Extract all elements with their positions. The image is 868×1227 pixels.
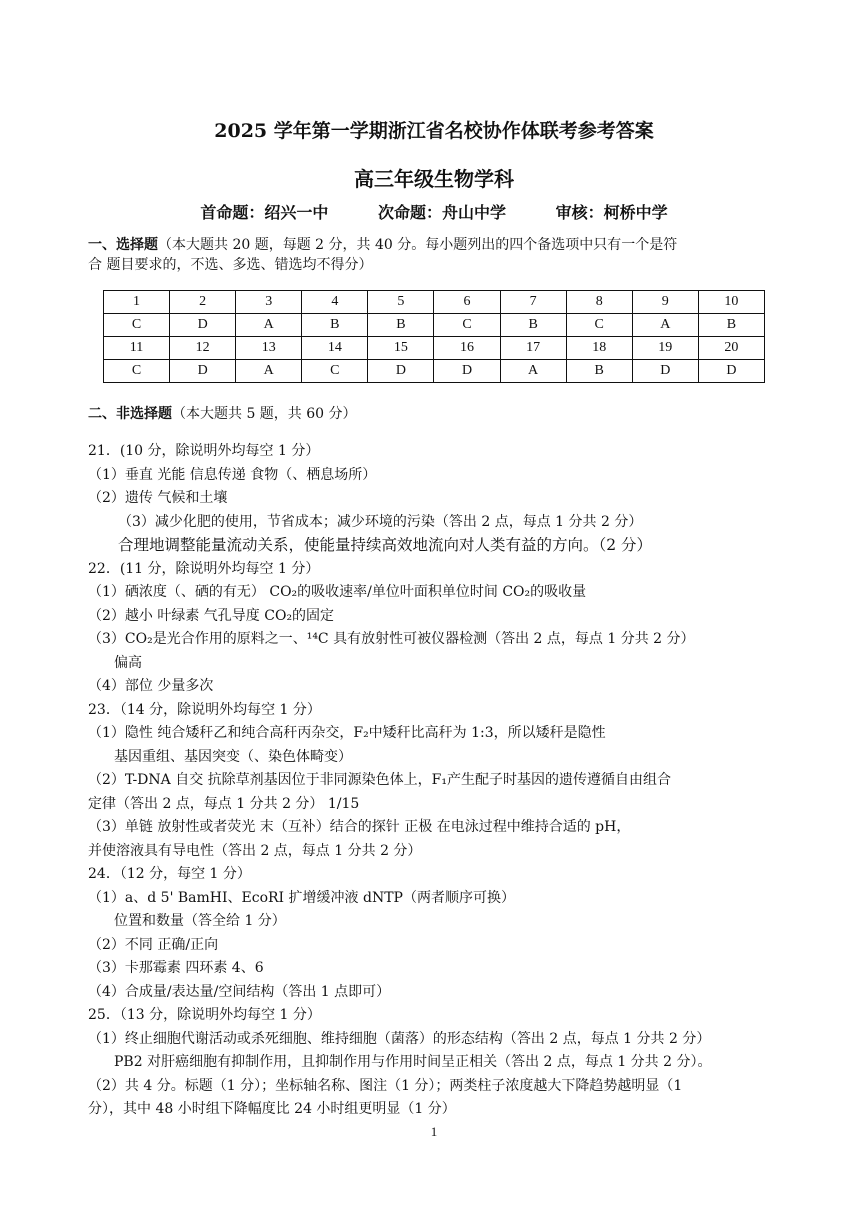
answer-table-cell: 12 <box>170 337 236 360</box>
answer-table-cell: 4 <box>302 291 368 314</box>
q24-header: 24．（12 分，每空 1 分） <box>88 866 251 882</box>
q22-part2: （2）越小 叶绿素 气孔导度 CO₂的固定 <box>88 607 335 624</box>
section-choice-heading <box>88 235 778 275</box>
answer-table-cell: A <box>236 360 302 383</box>
section-choice-desc2: 合 题目要求的，不选、多选、错选均不得分） <box>88 257 373 273</box>
q25-part1: （1）终止细胞代谢活动或杀死细胞、维持细胞（菌落）的形态结构（答出 2 点，每点 1 分共 2 分） <box>88 1030 711 1047</box>
answer-table-cell: 8 <box>566 291 632 314</box>
answer-table-cell: D <box>698 360 764 383</box>
answer-table-cell: 10 <box>698 291 764 314</box>
answer-table-cell: D <box>368 360 434 383</box>
answer-table-cell: 1 <box>104 291 170 314</box>
section-nonchoice-desc: （本大题共 5 题，共 60 分） <box>172 406 357 422</box>
answer-table <box>103 290 765 383</box>
q23-part2-cont: 定律（答出 2 点，每点 1 分共 2 分） 1/15 <box>88 795 360 812</box>
answer-table-cell: 14 <box>302 337 368 360</box>
answer-table-cell: 6 <box>434 291 500 314</box>
answer-table-cell: C <box>434 314 500 337</box>
answer-table-cell: A <box>632 314 698 337</box>
q23-part1-cont: 基因重组、基因突变（、染色体畸变） <box>114 748 352 765</box>
answer-table-cell: 7 <box>500 291 566 314</box>
q22-part3-cont: 偏高 <box>114 654 142 671</box>
q23-header: 23．（14 分，除说明外均每空 1 分） <box>88 701 321 718</box>
answer-table-cell: 19 <box>632 337 698 360</box>
q25-part2-cont: 分），其中 48 小时组下降幅度比 24 小时组更明显（1 分） <box>88 1101 456 1117</box>
answer-table-cell: 5 <box>368 291 434 314</box>
answer-table-cell: D <box>170 314 236 337</box>
answer-table-cell: 15 <box>368 337 434 360</box>
answer-table-cell: C <box>104 314 170 337</box>
answer-table-answer-row <box>104 314 765 337</box>
document-subtitle: 高三年级生物学科 <box>354 167 514 191</box>
author-second: 次命题：舟山中学 <box>377 203 506 222</box>
answer-table-cell: 11 <box>104 337 170 360</box>
answer-table-cell: 2 <box>170 291 236 314</box>
section-choice-title: 一、选择题 <box>88 237 158 253</box>
answer-table-cell: B <box>698 314 764 337</box>
q22-part1: （1）硒浓度（、硒的有无） CO₂的吸收速率/单位叶面积单位时间 CO₂的吸收量 <box>88 584 587 600</box>
q25-part1-cont: PB2 对肝癌细胞有抑制作用，且抑制作用与作用时间呈正相关（答出 2 点，每点 1 分共 2 分）。 <box>114 1054 712 1070</box>
author-first: 首命题：绍兴一中 <box>200 203 329 222</box>
q22-part3: （3）CO₂是光合作用的原料之一、¹⁴C 具有放射性可被仪器检测（答出 2 点，每点 1 分共 2 分） <box>88 631 695 647</box>
answer-table-cell: A <box>236 314 302 337</box>
answer-table-cell: 16 <box>434 337 500 360</box>
answer-table-cell: 13 <box>236 337 302 360</box>
q22-part4: （4）部位 少量多次 <box>88 678 214 694</box>
q23-part3-cont: 并使溶液具有导电性（答出 2 点，每点 1 分共 2 分） <box>88 842 422 859</box>
q21-part2: （2）遗传 气候和土壤 <box>88 490 228 506</box>
answer-table-cell: B <box>302 314 368 337</box>
section-nonchoice-title: 二、非选择题 <box>88 406 172 422</box>
answer-table-cell: B <box>566 360 632 383</box>
answer-table-number-row <box>104 337 765 360</box>
q21-part1: （1）垂直 光能 信息传递 食物（、栖息场所） <box>88 466 377 483</box>
section-choice-desc1: （本大题共 20 题，每题 2 分，共 40 分。每小题列出的四个备选项中只有一个是符 <box>158 237 678 253</box>
q24-part1-cont: 位置和数量（答全给 1 分） <box>114 913 286 929</box>
author-reviewer: 审核：柯桥中学 <box>555 203 668 222</box>
answer-table-cell: C <box>566 314 632 337</box>
answer-table-cell: C <box>302 360 368 383</box>
answer-table-cell: 18 <box>566 337 632 360</box>
answer-table-cell: A <box>500 360 566 383</box>
q23-part1: （1）隐性 纯合矮秆乙和纯合高秆丙杂交，F₂中矮秆比高秆为 1:3，所以矮秆是隐性 <box>88 725 606 741</box>
q24-part1: （1）a、d 5' BamHI、EcoRI 扩增缓冲液 dNTP（两者顺序可换） <box>88 889 515 906</box>
q24-part3: （3）卡那霉素 四环素 4、6 <box>88 960 264 976</box>
page-number: 1 <box>430 1124 438 1139</box>
answer-table-cell: D <box>434 360 500 383</box>
q22-header: 22．(11 分，除说明外均每空 1 分） <box>88 560 320 577</box>
q21-part3-cont: 合理地调整能量流动关系，使能量持续高效地流向对人类有益的方向。（2 分） <box>118 536 653 554</box>
section-nonchoice-heading <box>88 404 778 424</box>
q24-part4: （4）合成量/表达量/空间结构（答出 1 点即可） <box>88 983 391 1000</box>
answer-table-cell: B <box>368 314 434 337</box>
answer-table-cell: 17 <box>500 337 566 360</box>
answer-table-cell: D <box>170 360 236 383</box>
q25-header: 25．（13 分，除说明外均每空 1 分） <box>88 1007 321 1023</box>
q24-part2: （2）不同 正确/正向 <box>88 936 219 953</box>
author-line <box>0 200 868 223</box>
q23-part2: （2）T-DNA 自交 抗除草剂基因位于非同源染色体上，F₁产生配子时基因的遗传遵循自由组合 <box>88 772 671 788</box>
answer-table-cell: D <box>632 360 698 383</box>
q21-header: 21．(10 分，除说明外均每空 1 分） <box>88 443 320 459</box>
document-title: 2025 学年第一学期浙江省名校协作体联考参考答案 <box>214 120 654 142</box>
answers-body <box>88 440 788 1122</box>
answer-table-cell: 3 <box>236 291 302 314</box>
q25-part2: （2）共 4 分。标题（1 分）；坐标轴名称、图注（1 分）；两类柱子浓度越大下降趋势越明显（1 <box>88 1077 683 1094</box>
q23-part3: （3）单链 放射性或者荧光 末（互补）结合的探针 正极 在电泳过程中维持合适的 pH， <box>88 819 631 835</box>
answer-table-cell: C <box>104 360 170 383</box>
answer-table-number-row <box>104 291 765 314</box>
answer-table-answer-row <box>104 360 765 383</box>
answer-table-cell: B <box>500 314 566 337</box>
answer-table-cell: 20 <box>698 337 764 360</box>
q21-part3: （3）减少化肥的使用，节省成本；减少环境的污染（答出 2 点，每点 1 分共 2 分） <box>118 513 643 530</box>
answer-table-cell: 9 <box>632 291 698 314</box>
